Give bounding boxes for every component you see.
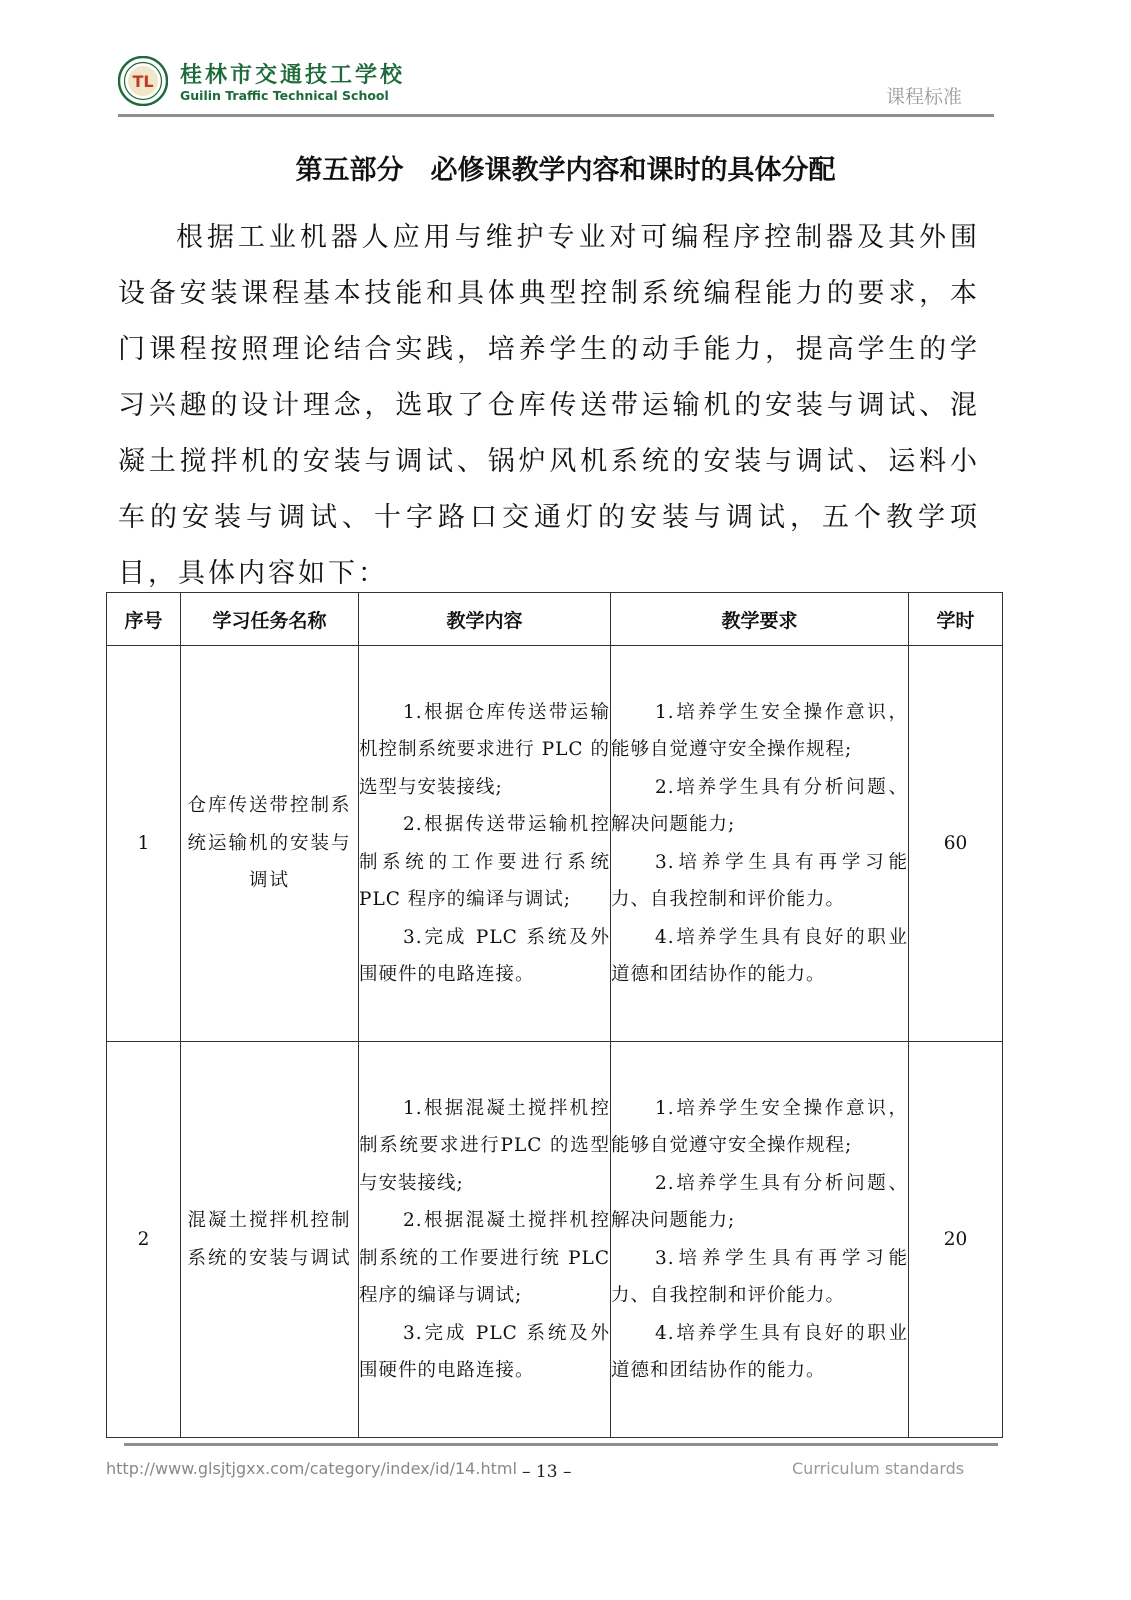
cell-content	[359, 646, 611, 1042]
footer-divider	[124, 1443, 998, 1446]
course-schedule-table	[106, 592, 1003, 1438]
school-name-en: Guilin Traffic Technical School	[180, 88, 389, 103]
header-cell-content: 教学内容	[359, 593, 611, 646]
content-item: 1.根据混凝土搅拌机控制系统要求进行PLC 的选型与安装接线;	[359, 1097, 610, 1194]
table-header-row	[107, 593, 1003, 646]
cell-requirements	[611, 646, 909, 1042]
requirement-item: 1.培养学生安全操作意识，能够自觉遵守安全操作规程;	[611, 701, 908, 760]
cell-content	[359, 1042, 611, 1438]
footer-document-label: Curriculum standards	[792, 1459, 965, 1478]
header-cell-hours: 学时	[909, 593, 1003, 646]
requirement-item: 3.培养学生具有再学习能力、自我控制和评价能力。	[611, 1247, 908, 1306]
header-divider	[118, 114, 994, 117]
header-cell-requirements: 教学要求	[611, 593, 909, 646]
content-item: 3.完成 PLC 系统及外围硬件的电路连接。	[359, 1322, 610, 1381]
table-row	[107, 646, 1003, 1042]
header-cell-no: 序号	[107, 593, 181, 646]
header-cell-task-name: 学习任务名称	[181, 593, 359, 646]
content-item: 2.根据混凝土搅拌机控制系统的工作要进行统 PLC 程序的编译与调试;	[359, 1210, 610, 1306]
intro-paragraph: 根据工业机器人应用与维护专业对可编程序控制器及其外围设备安装课程基本技能和具体典型控制系统编程能力的要求，本门课程按照理论结合实践，培养学生的动手能力，提高学生的学习兴趣的设计理念，选取了仓库传送带运输机的安装与调试、混凝土搅拌机的安装与调试、锅炉风机系统的安装与调试、运料小车的安装与调试、十字路口交通灯的安装与调试，五个教学项目，具体内容如下：	[118, 222, 980, 589]
requirement-item: 4.培养学生具有良好的职业道德和团结协作的能力。	[611, 926, 908, 985]
cell-requirements	[611, 1042, 909, 1438]
requirement-item: 4.培养学生具有良好的职业道德和团结协作的能力。	[611, 1322, 908, 1381]
requirement-item: 2.培养学生具有分析问题、解决问题能力;	[611, 1172, 908, 1231]
page-number: – 13 –	[522, 1462, 572, 1482]
table-row	[107, 1042, 1003, 1438]
cell-no: 1	[107, 646, 181, 1042]
page-header	[118, 52, 998, 114]
footer-url-link[interactable]: http://www.glsjtjgxx.com/category/index/id/14.html	[106, 1459, 517, 1478]
school-logo-icon	[118, 56, 168, 106]
cell-task-name: 仓库传送带控制系统运输机的安装与调试	[181, 646, 359, 1042]
svg-text:TL: TL	[132, 72, 154, 91]
requirement-item: 1.培养学生安全操作意识，能够自觉遵守安全操作规程;	[611, 1097, 908, 1156]
cell-task-name: 混凝土搅拌机控制系统的安装与调试	[181, 1042, 359, 1438]
content-item: 2.根据传送带运输机控制系统的工作要进行系统 PLC 程序的编译与调试;	[359, 814, 610, 910]
requirement-item: 2.培养学生具有分析问题、解决问题能力;	[611, 776, 908, 835]
cell-hours: 60	[909, 646, 1003, 1042]
cell-hours: 20	[909, 1042, 1003, 1438]
school-name-cn: 桂林市交通技工学校	[180, 63, 406, 88]
content-item: 3.完成 PLC 系统及外围硬件的电路连接。	[359, 926, 610, 985]
cell-no: 2	[107, 1042, 181, 1438]
section-title: 第五部分 必修课教学内容和课时的具体分配	[295, 155, 836, 186]
header-document-label: 课程标准	[885, 86, 962, 108]
content-item: 1.根据仓库传送带运输机控制系统要求进行 PLC 的选型与安装接线;	[359, 701, 610, 798]
requirement-item: 3.培养学生具有再学习能力、自我控制和评价能力。	[611, 851, 908, 910]
